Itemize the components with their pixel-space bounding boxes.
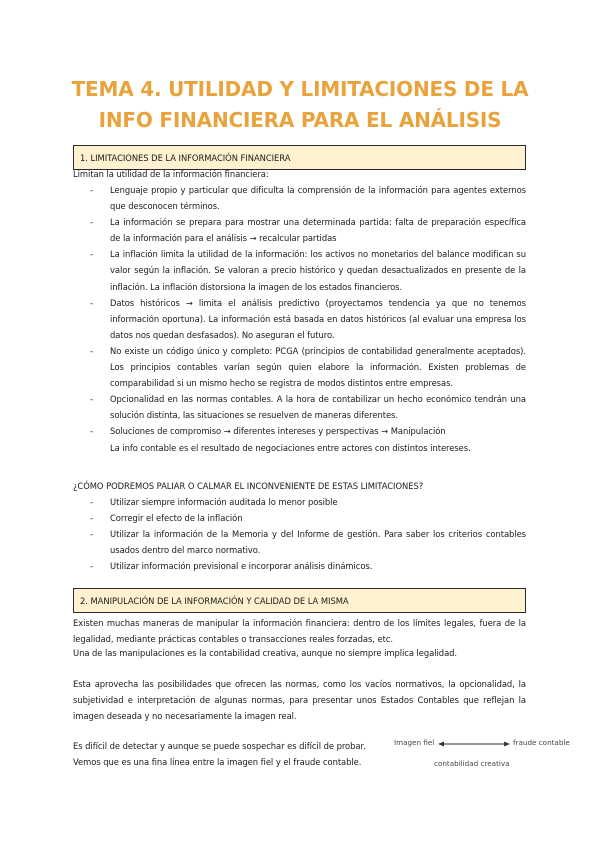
list-item: - Soluciones de compromiso → diferentes intereses y perspectivas → Manipulación [73, 423, 526, 439]
section-2-heading: 2. MANIPULACIÓN DE LA INFORMACIÓN Y CALIDAD DE LA MISMA [73, 588, 526, 613]
double-arrow-icon [438, 740, 510, 748]
list-item: - La inflación limita la utilidad de la información: los activos no monetarios del balance modifican su valor según la inflación. Se valoran a precio histórico y quedan desactualizados en presente de la inflación. La inflación distorsiona la imagen de los estados financieros. [73, 246, 526, 294]
section-2-paragraph-1: Existen muchas maneras de manipular la información financiera: dentro de los límites legales, fuera de la legalidad, mediante prácticas contables o transacciones reales forzadas, etc. [73, 618, 526, 645]
list-item: - Opcionalidad en las normas contables. A la hora de contabilizar un hecho económico tendrán una solución distinta, las situaciones se resuelven de maneras diferentes. [73, 391, 526, 423]
page-title [60, 74, 540, 136]
section-2-paragraph-4a: Es difícil de detectar y aunque se puede sospechar es difícil de probar. [73, 741, 366, 751]
list-item: - La información se prepara para mostrar una determinada partida: falta de preparación específica de la información para el análisis → recalcular partidas [73, 214, 526, 246]
list-item: - No existe un código único y completo: PCGA (principios de contabilidad generalmente aceptados). Los principios contables varían según quien elabore la información. Existen problemas de comparabilidad si un mismo hecho se registra de modos distintos entre empresas. [73, 343, 526, 391]
title-line-1: TEMA 4. UTILIDAD Y LIMITACIONES DE LA [71, 77, 529, 101]
list-item: La info contable es el resultado de negociaciones entre actores con distintos intereses. [110, 442, 471, 453]
list-item: - Corregir el efecto de la inflación [73, 510, 526, 526]
section-2-paragraph-4b: Vemos que es una fina línea entre la imagen fiel y el fraude contable. [73, 757, 362, 767]
limitations-list [73, 182, 526, 456]
list-item: - Utilizar la información de la Memoria y del Informe de gestión. Para saber los criterios contables usados dentro del marco normativo. [73, 526, 526, 558]
list-item: - Utilizar información previsional e incorporar análisis dinámicos. [73, 558, 526, 574]
list-item: - Utilizar siempre información auditada lo menor posible [73, 494, 526, 510]
question-heading: ¿CÓMO PODREMOS PALIAR O CALMAR EL INCONVENIENTE DE ESTAS LIMITACIONES? [73, 481, 424, 491]
section-1-intro: Limitan la utilidad de la información financiera: [73, 169, 269, 179]
remedies-list [73, 494, 526, 574]
diagram-label-bottom: contabilidad creativa [434, 759, 510, 768]
title-line-2: INFO FINANCIERA PARA EL ANÁLISIS [98, 108, 502, 132]
fidelity-diagram [394, 736, 574, 770]
list-item: - Lenguaje propio y particular que dificulta la comprensión de la información para agentes externos que desconocen términos. [73, 182, 526, 214]
diagram-label-right: fraude contable [513, 738, 570, 747]
diagram-label-left: Imagen fiel [394, 738, 435, 747]
list-item: - Datos históricos → limita el análisis predictivo (proyectamos tendencia ya que no tenemos información oportuna). La información está basada en datos históricos (al evaluar una empresa los datos nos quedan desfasados). No aseguran el futuro. [73, 295, 526, 343]
section-2-paragraph-2: Una de las manipulaciones es la contabilidad creativa, aunque no siempre implica legalidad. [73, 648, 458, 658]
section-1-heading: 1. LIMITACIONES DE LA INFORMACIÓN FINANCIERA [73, 145, 526, 170]
section-2-paragraph-3: Esta aprovecha las posibilidades que ofrecen las normas, como los vacíos normativos, la opcionalidad, la subjetividad e interpretación de algunas normas, para presentar unos Estados Contables que reflejan la imagen deseada y no necesariamente la imagen real. [73, 679, 526, 722]
